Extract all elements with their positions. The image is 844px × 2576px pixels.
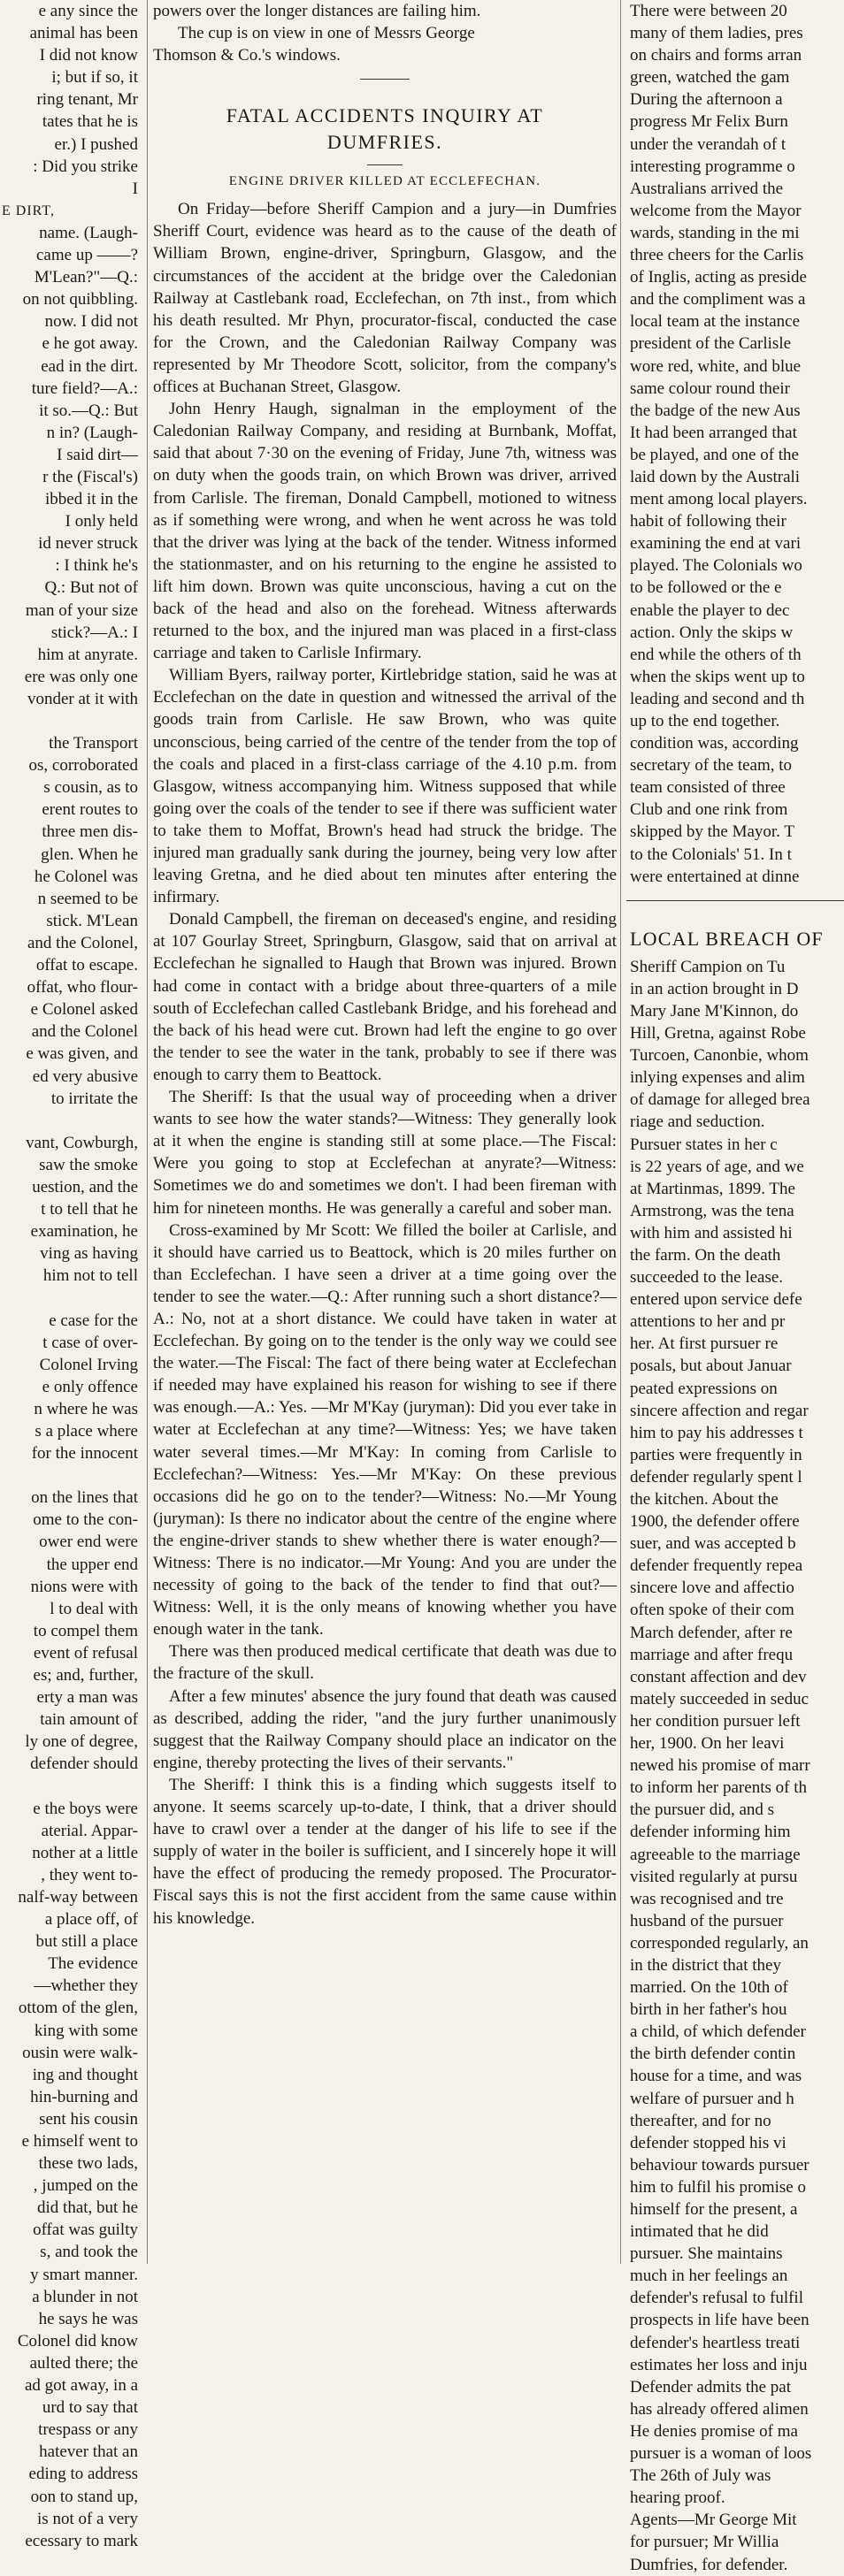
left-column-line: defender should <box>30 1754 138 1774</box>
left-column-line: stick. M'Lean <box>46 911 138 930</box>
right-column-line: thereafter, and for no <box>630 2111 771 2130</box>
right-section-title: LOCAL BREACH OF <box>630 927 824 950</box>
right-column-line: marriage and after frequ <box>630 1645 794 1664</box>
right-column-line: and the compliment was a <box>630 290 806 310</box>
left-column-line: for the innocent <box>31 1444 138 1464</box>
right-column-line: to the Colonials' 51. In t <box>630 845 792 864</box>
left-column-line: er.) I pushed <box>54 134 138 154</box>
right-column-line: examining the end at vari <box>630 534 802 554</box>
right-column-line: pursuer is a woman of loos <box>630 2444 812 2464</box>
right-column-line: Club and one rink from <box>630 800 788 820</box>
left-column-line: e Colonel asked <box>30 1000 138 1020</box>
right-column-line: in the district that they <box>630 1955 781 1975</box>
left-column-line: ousin were walk- <box>22 2043 138 2062</box>
left-column-line: e the boys were <box>33 1799 138 1818</box>
left-column-line: name. (Laugh- <box>39 223 138 242</box>
right-column-line: laid down by the Australi <box>630 467 801 486</box>
left-column-line: e only offence <box>42 1377 138 1396</box>
article-subheading: ENGINE DRIVER KILLED AT ECCLEFECHAN. <box>228 174 541 189</box>
left-column-line: M'Lean?"—Q.: <box>34 268 138 287</box>
article-headline-line2: DUMFRIES. <box>326 131 443 154</box>
right-column-line: her condition pursuer left <box>630 1711 801 1731</box>
right-column-line: inlying expenses and alim <box>630 1068 805 1088</box>
right-column-line: attentions to her and pr <box>630 1312 786 1332</box>
right-column-line: him to pay his addresses t <box>630 1423 803 1442</box>
left-column-line: man of your size <box>25 600 138 620</box>
article-paragraph: Cross-examined by Mr Scott: We filled the boiler at Carlisle, and it should have carried us to Beattock, which is 20 miles further on than Ecclefechan. I have seen a driver at a time going over the tender to see the water.—Q.: After running such a short distance?—A.: No, not at a short distance. We could have taken in water at Ecclefechan. By going on to the tender is the only way we could see the water.—The Fiscal: The fact of there being water at Ecclefechan if needed may have explained his reason for wishing to see if there was enough.—A.: Yes. —Mr M'Kay (juryman): Did you ever take in water at Ecclefechan at any time?—Witness: Yes; we have taken water several times.—Mr M'Kay: In coming from Carlisle to Ecclefechan?—Witness: Yes.—Mr M'Kay: On these previous occasions did he go on to the tender?—Witness: No.—Mr Young (juryman): Is there no indicator about the centre of the engine where the engine-driver stands to shew whether there is water enough?—Witness: There is no indicator.—Mr Young: And you are under the necessity of going to the back of the tender to find that out?—Witness: Well, it is the only means of knowing whether you have enough water in the tank. <box>153 1220 617 1640</box>
right-column-line: parties were frequently in <box>630 1445 802 1464</box>
right-column-line: Turcoen, Canonbie, whom <box>630 1046 809 1066</box>
right-column-line: interesting programme o <box>630 157 795 176</box>
right-column-line: the kitchen. About the <box>630 1490 779 1509</box>
left-column-line: ibbed it in the <box>44 490 138 509</box>
right-column-line: at Martinmas, 1899. The <box>630 1179 795 1198</box>
left-column-line: t to tell that he <box>41 1200 138 1219</box>
left-column-line: ower end were <box>39 1533 138 1552</box>
right-column-line: Armstrong, was the tena <box>630 1201 794 1220</box>
right-column-line: mately succeeded in seduc <box>630 1689 809 1708</box>
left-column-line: sent his cousin <box>39 2109 138 2129</box>
article-paragraph: After a few minutes' absence the jury found that death was caused as described, adding the rider, "and the jury further unanimously suggest that the Railway Company should place an indicator on the engine, thereby protecting the lives of their servants." <box>153 1686 617 1772</box>
left-column-line: offat, who flour- <box>27 978 138 998</box>
left-column-line: e himself went to <box>21 2132 138 2151</box>
right-column-line: Defender admits the pat <box>630 2377 792 2396</box>
article-paragraph: Donald Campbell, the fireman on deceased's engine, and residing at 107 Gourlay Street, Springburn, Glasgow, said that on arrival at Ecclefechan he signalled to Haugh that Brown was injured. Brown had come in contact with a bridge about three-quarters of a mile south of Ecclefechan called Castlebank Bridge, and his forehead and the back of his head were cut. Brown had left the engine to go over the tender to see the water in the tank, probably to see if there was enough to carry them to Beattock. <box>153 910 617 1084</box>
left-column-line: I only held <box>65 512 138 531</box>
right-column-line: Sheriff Campion on Tu <box>630 957 786 976</box>
right-column-line: defender stopped his vi <box>630 2133 786 2152</box>
right-column-line: Australians arrived the <box>630 179 784 198</box>
left-column-line: on the lines that <box>31 1488 138 1508</box>
right-column-line: her. At first pursuer re <box>630 1334 779 1354</box>
left-column-line <box>0 1110 142 1132</box>
left-column-line: nalf-way between <box>18 1887 138 1907</box>
left-column-line: to compel them <box>33 1621 138 1640</box>
left-column-line: I said dirt— <box>57 445 138 464</box>
previous-article-tail-2: The cup is on view in one of Messrs George <box>178 24 475 43</box>
right-column-line: entered upon service defe <box>630 1290 802 1310</box>
right-column-line: welfare of pursuer and h <box>630 2089 794 2108</box>
right-column-line: secretary of the team, to <box>630 756 793 776</box>
right-column-line: riage and seduction. <box>630 1112 765 1132</box>
left-column-line: y smart manner. <box>30 2265 138 2284</box>
right-column-line: visited regularly at pursu <box>630 1867 798 1886</box>
left-column-line: nions were with <box>30 1577 138 1596</box>
left-column-line: n in? (Laugh- <box>46 423 138 442</box>
right-column-line: many of them ladies, pres <box>630 24 803 43</box>
right-column-line: 1900, the defender offere <box>630 1512 800 1532</box>
left-column-line: ed very abusive <box>32 1066 138 1086</box>
article-paragraph: John Henry Haugh, signalman in the employment of the Caledonian Railway Company, and residing at Burnbank, Moffat, said that about 7·30 on the evening of Friday, June 7th, witness was on duty when the goods train, on which Brown was driver, arrived from Carlisle. The fireman, Donald Campbell, motioned to witness as if something were wrong, and when he went across he was told that the driver was lying at the back of the tender. Witness informed the stationmaster, and on his returning to the engine he assisted to lift him down. Brown was quite unconscious, having a cut on the back of the head and also on the forehead. Witness afterwards returned to the box, and the injured man was placed in a first-class carriage and taken to Carlisle Infirmary. <box>153 400 617 663</box>
article-separator-rule <box>360 79 410 80</box>
left-column-line: I did not know <box>39 46 138 65</box>
left-column-line: , jumped on the <box>33 2176 138 2196</box>
left-column-line <box>0 1776 142 1798</box>
right-column-line: much in her feelings an <box>630 2266 788 2286</box>
right-column-line: March defender, after re <box>630 1623 793 1642</box>
right-column-line: condition was, according <box>630 734 799 753</box>
right-column-line: behaviour towards pursuer <box>630 2155 809 2175</box>
right-column-line: him to fulfil his promise o <box>630 2177 806 2197</box>
right-column-line: to inform her parents of th <box>630 1778 807 1798</box>
right-column-line: of Inglis, acting as preside <box>630 268 807 287</box>
right-column-line: Agents—Mr George Mit <box>630 2511 797 2530</box>
left-column-line: is not of a very <box>37 2509 138 2528</box>
left-column-line: erty a man was <box>36 1688 138 1708</box>
left-column-line: ottom of the glen, <box>18 1999 138 2018</box>
left-column-line: ing and thought <box>32 2065 138 2084</box>
left-column-line: aterial. Appar- <box>41 1821 138 1840</box>
left-column-line: ad got away, in a <box>24 2376 138 2396</box>
left-column-line: tain amount of <box>40 1710 138 1730</box>
left-column-line: stick?—A.: I <box>50 623 138 642</box>
previous-article-tail-1: powers over the longer distances are failing him. <box>153 2 481 20</box>
right-column-line: often spoke of their com <box>630 1601 794 1620</box>
left-column-line: him at anyrate. <box>37 645 138 664</box>
left-column-line: ture field?—A.: <box>31 378 138 398</box>
left-column-line: i; but if so, it <box>51 68 138 88</box>
right-column-line: welcome from the Mayor <box>630 201 802 220</box>
right-column-line: estimates her loss and inju <box>630 2355 808 2374</box>
left-column-line: animal has been <box>29 24 138 43</box>
left-column-line: tates that he is <box>42 112 138 132</box>
left-column-lines-body <box>0 222 142 2552</box>
right-column-line: defender frequently repea <box>630 1556 803 1576</box>
left-column-line: king with some <box>34 2021 138 2040</box>
right-column-line: were entertained at dinne <box>630 867 800 886</box>
left-column-line: trespass or any <box>38 2420 138 2440</box>
left-column-line: hin-burning and <box>30 2087 138 2106</box>
article-paragraph: The Sheriff: I think this is a finding which suggests itself to anyone. It seems scarcely up-to-date, I think, that a driver should have to crawl over a tender at the danger of his life to see if the supply of water in the boiler is sufficient, and I sincerely hope it will have the effect of producing the remedy proposed. The Procurator-Fiscal says this is not the first accident from the same cause within his knowledge. <box>153 1775 617 1928</box>
left-column-line: oon to stand up, <box>30 2487 138 2506</box>
left-column-line: t case of over- <box>42 1333 138 1352</box>
left-column-line: Q.: But not of <box>44 578 138 598</box>
right-column-line: is 22 years of age, and we <box>630 1157 804 1176</box>
left-column-lines-top <box>0 0 142 200</box>
left-column-line: he says he was <box>38 2309 138 2328</box>
right-column-line: sincere affection and regar <box>630 1401 809 1420</box>
left-column-line: n where he was <box>34 1399 138 1418</box>
article-paragraph: William Byers, railway porter, Kirtlebridge station, said he was at Ecclefechan on the date in question and witnessed the arrival of the goods train from Carlisle. He saw Brown, who was quite unconscious, being carried of the centre of the tender from the top of the coals and placed in a first-class carriage of the 4.10 p.m. from Glasgow, witness accompanying him. Witness supposed that while going over the coals of the tender to see if there was sufficient water to take them to Moffat, Brown's head had struck the bridge. The injured man gradually sank during the journey, being very low after leaving Gretna, and he died about ten minutes after entering the infirmary. <box>153 666 617 907</box>
right-column-line: There were between 20 <box>630 2 787 20</box>
left-column-line: uestion, and the <box>32 1177 138 1196</box>
left-column-line: ome to the con- <box>33 1510 138 1530</box>
right-column-line: pursuer. She maintains <box>630 2244 783 2264</box>
left-column-line <box>0 1287 142 1309</box>
right-column-line: husband of the pursuer <box>630 1911 784 1930</box>
left-column-line: erent routes to <box>42 800 138 820</box>
article-paragraph: The Sheriff: Is that the usual way of proceeding when a driver wants to see how the water stands?—Witness: They generally look at it when the engine is standing still at some place.—The Fiscal: Were you going to stop at Ecclefechan at anyrate?—Witness: Sometimes we do and sometimes we don't. I had been fireman with him for nineteen months. He was generally a careful and sober man. <box>153 1088 617 1218</box>
right-column-line: for pursuer; Mr Willia <box>630 2533 779 2552</box>
left-column-line: now. I did not <box>44 312 138 332</box>
left-column-line: offat was guilty <box>33 2221 138 2240</box>
left-column-line: I <box>132 179 138 198</box>
left-column-line: eding to address <box>28 2465 138 2484</box>
right-column-line: sincere love and affectio <box>630 1578 794 1598</box>
left-column-subheading: E DIRT, <box>2 203 55 218</box>
article-headline-line1: FATAL ACCIDENTS INQUIRY AT <box>226 104 544 127</box>
left-column-line: to irritate the <box>50 1089 138 1108</box>
right-column-lines-body <box>626 956 844 2576</box>
right-column-line: succeeded to the lease. <box>630 1268 784 1288</box>
right-column-line: has already offered alimen <box>630 2399 809 2419</box>
right-column-line: in an action brought in D <box>630 979 799 998</box>
right-column-line: same colour round their <box>630 378 790 398</box>
right-column-line: the badge of the new Aus <box>630 401 801 420</box>
right-column-line: with him and assisted hi <box>630 1223 793 1242</box>
left-column-line: the upper end <box>46 1555 138 1574</box>
left-column-line: ving as having <box>40 1244 138 1264</box>
right-column-line: birth in her father's hou <box>630 2000 787 2020</box>
left-column-line: ring tenant, Mr <box>36 90 138 110</box>
left-column-line: Colonel did know <box>17 2331 138 2351</box>
right-column-line: newed his promise of marr <box>630 1756 810 1776</box>
left-column-line: ead in the dirt. <box>41 356 138 376</box>
right-column-line: enable the player to dec <box>630 600 790 620</box>
column-divider-left <box>147 0 148 2264</box>
right-column-line: defender informing him <box>630 1823 791 1842</box>
left-column-line: n seemed to be <box>37 889 138 908</box>
right-column-line: corresponded regularly, an <box>630 1933 809 1953</box>
headline-rule <box>367 164 403 165</box>
right-column-line: team consisted of three <box>630 778 786 798</box>
left-column-line: s a place where <box>35 1422 138 1441</box>
right-column-line: to be followed or the e <box>630 578 782 598</box>
right-column-line: was recognised and tre <box>630 1889 784 1908</box>
right-column-line: himself for the present, a <box>630 2200 798 2219</box>
left-column-line: but still a place <box>35 1932 138 1952</box>
left-column-line: he Colonel was <box>34 867 138 886</box>
left-column-line: id never struck <box>38 534 138 554</box>
left-column-line: vant, Cowburgh, <box>26 1133 138 1152</box>
right-column-lines-top <box>626 0 844 888</box>
left-column-line: : Did you strike <box>33 157 138 176</box>
left-column-line: e any since the <box>38 2 138 20</box>
article-column <box>153 0 617 2264</box>
right-column-line: action. Only the skips w <box>630 623 794 642</box>
right-column-line: The 26th of July was <box>630 2466 771 2486</box>
previous-article-tail-3: Thomson & Co.'s windows. <box>153 46 341 65</box>
right-column-line: defender's refusal to fulfil <box>630 2289 803 2308</box>
left-column-fragment <box>0 0 142 2550</box>
article-body <box>153 198 617 1929</box>
article-headline <box>153 103 617 156</box>
article-paragraph: There was then produced medical certificate that death was due to the fracture of the skull. <box>153 1642 617 1684</box>
left-column-line: ecessary to mark <box>25 2531 138 2550</box>
right-column-line: up to the end together. <box>630 712 780 730</box>
left-column-line: event of refusal <box>33 1643 138 1663</box>
right-column-line: on chairs and forms arran <box>630 46 802 65</box>
right-column-line: of damage for alleged brea <box>630 1090 810 1110</box>
left-column-line: Colonel Irving <box>39 1355 138 1374</box>
right-column-line: a child, of which defender <box>630 2022 806 2042</box>
right-column-line: president of the Carlisle <box>630 334 792 354</box>
right-column-line: wore red, white, and blue <box>630 356 802 376</box>
right-column-line: defender regularly spent l <box>630 1467 802 1487</box>
left-column-line: urd to say that <box>42 2398 138 2418</box>
right-column-line: constant affection and dev <box>630 1667 807 1686</box>
right-column-line: defender's heartless treati <box>630 2333 801 2352</box>
right-column-line: He denies promise of ma <box>630 2421 798 2441</box>
left-column-line: on not quibbling. <box>22 290 138 310</box>
right-column-line: the pursuer did, and s <box>630 1800 775 1820</box>
right-column-line: wards, standing in the mi <box>630 223 800 242</box>
right-column-line: when the skips went up to <box>630 667 805 686</box>
left-column-line: vonder at it with <box>27 689 138 708</box>
right-column-line: suer, and was accepted b <box>630 1534 796 1554</box>
left-column-line: three men dis- <box>42 822 138 842</box>
right-column-line: the birth defender contin <box>630 2045 796 2064</box>
left-column-line: came up ——? <box>35 246 138 265</box>
article-paragraph: On Friday—before Sheriff Campion and a jury—in Dumfries Sheriff Court, evidence was heard as to the cause of the death of William Brown, engine-driver, Springburn, Glasgow, and the circumstances of the accident at the bridge over the Caledonian Railway at Castlebank road, Ecclefechan, on 7th inst., from which his death resulted. Mr Phyn, procurator-fiscal, conducted the case for the Crown, and the Caledonian Railway Company was represented by Mr Theodore Scott, solicitor, from the company's offices at Buchanan Street, Glasgow. <box>153 200 617 397</box>
left-column-line: ly one of degree, <box>25 1732 138 1752</box>
left-column-line: did that, but he <box>37 2198 138 2218</box>
left-column-line: and the Colonel, <box>27 933 138 952</box>
right-column-line: the farm. On the death <box>630 1245 781 1265</box>
right-column-line: hearing proof. <box>630 2488 725 2508</box>
left-column-line: e case for the <box>49 1311 138 1330</box>
right-column-line: Mary Jane M'Kinnon, do <box>630 1001 799 1020</box>
left-column-line: and the Colonel <box>31 1022 138 1042</box>
left-column-line: : I think he's <box>55 556 138 576</box>
right-column-line: played. The Colonials wo <box>630 556 802 576</box>
right-column-line: During the afternoon a <box>630 90 783 110</box>
left-column-line <box>0 1464 142 1487</box>
left-column-line: l to deal with <box>50 1599 138 1618</box>
right-column-line: house for a time, and was <box>630 2067 802 2086</box>
left-column-line: ere was only one <box>24 667 138 686</box>
left-column-line: these two lads, <box>38 2154 138 2174</box>
right-column-line: green, watched the gam <box>630 68 790 88</box>
right-column-line: intimated that he did <box>630 2222 769 2242</box>
left-column-line: s cousin, as to <box>43 778 138 798</box>
right-column-fragment <box>626 0 844 2574</box>
left-column-line: the Transport <box>49 734 138 753</box>
right-column-line: habit of following their <box>630 512 786 531</box>
right-column-line: ment among local players. <box>630 490 808 509</box>
left-column-line: s, and took the <box>40 2243 138 2262</box>
left-column-line: , they went to- <box>41 1865 138 1884</box>
right-column-line: end while the others of th <box>630 645 802 664</box>
left-column-line: os, corroborated <box>28 756 138 776</box>
right-section-separator <box>626 900 844 901</box>
left-column-line: nother at a little <box>32 1843 138 1862</box>
right-column-line: Pursuer states in her c <box>630 1135 778 1154</box>
left-column-line: e he got away. <box>42 334 138 354</box>
left-column-line: r the (Fiscal's) <box>42 467 138 486</box>
right-column-line: local team at the instance <box>630 312 801 332</box>
right-column-line: her, 1900. On her leavi <box>630 1734 785 1754</box>
left-column-line <box>0 710 142 732</box>
right-column-line: Hill, Gretna, against Robe <box>630 1024 806 1043</box>
right-column-line: Dumfries, for defender. <box>630 2555 788 2574</box>
left-column-line: a blunder in not <box>32 2287 138 2306</box>
left-column-line: hatever that an <box>39 2442 138 2462</box>
left-column-line: saw the smoke <box>39 1155 138 1174</box>
right-column-line: leading and second and th <box>630 689 805 708</box>
left-column-line: aulted there; the <box>29 2353 138 2373</box>
right-column-line: posals, but about Januar <box>630 1357 792 1376</box>
right-column-line: skipped by the Mayor. T <box>630 822 794 842</box>
left-column-line: a place off, of <box>44 1910 138 1930</box>
left-column-line: glen. When he <box>41 845 138 864</box>
left-column-line: it so.—Q.: But <box>39 401 138 420</box>
right-column-line: prospects in life have been <box>630 2311 809 2330</box>
left-column-line: The evidence <box>48 1954 138 1974</box>
right-column-line: peated expressions on <box>630 1379 778 1398</box>
left-column-line: examination, he <box>30 1222 138 1242</box>
right-column-line: be played, and one of the <box>630 445 799 464</box>
left-column-line: offat to escape. <box>35 956 138 975</box>
right-column-line: It had been arranged that <box>630 423 797 442</box>
right-column-line: married. On the 10th of <box>630 1978 788 1998</box>
left-column-line: es; and, further, <box>33 1666 138 1685</box>
column-divider-right <box>620 0 621 2264</box>
right-column-line: agreeable to the marriage <box>630 1845 801 1864</box>
right-column-line: under the verandah of t <box>630 134 786 154</box>
right-column-line: progress Mr Felix Burn <box>630 112 788 132</box>
right-column-line: three cheers for the Carlis <box>630 246 804 265</box>
left-column-line: e was given, and <box>26 1044 138 1064</box>
left-column-line: —whether they <box>34 1976 138 1996</box>
left-column-line: him not to tell <box>42 1266 138 1286</box>
